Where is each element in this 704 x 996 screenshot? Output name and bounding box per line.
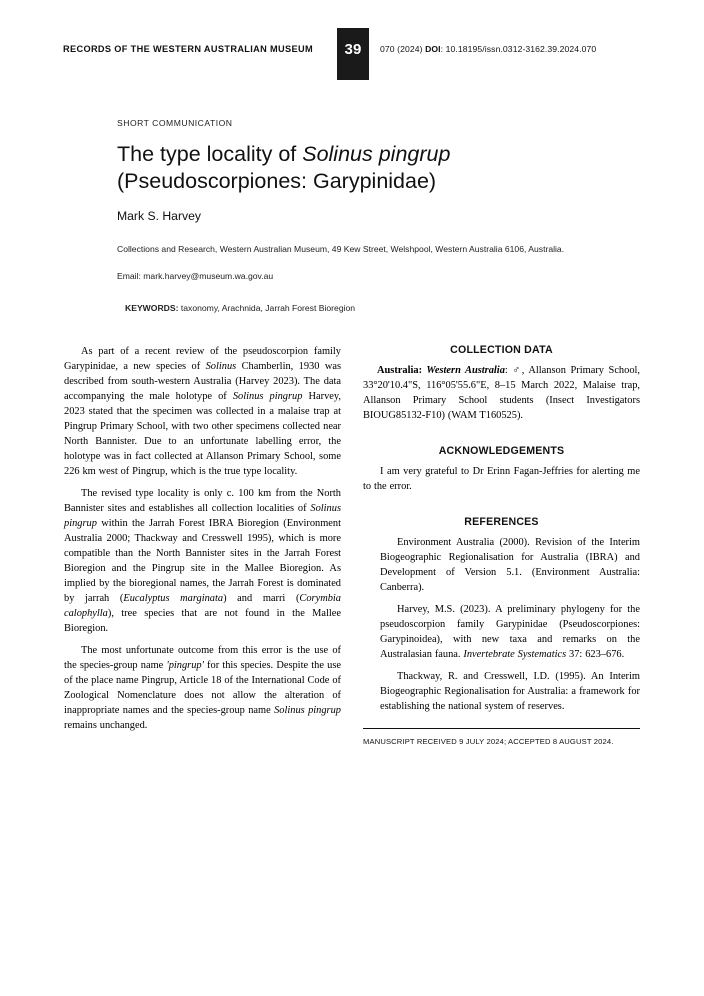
author-affiliation: Collections and Research, Western Australian Museum, 49 Kew Street, Welshpool, Western Australia 6106, Australia. — [117, 244, 565, 254]
para2-species-solinus-pingrup: Solinus pingrup — [64, 503, 341, 529]
body-paragraph-2 — [64, 486, 341, 636]
collection-details: : ♂, Allanson Primary School, 33°20'10.4"S, 116°05'55.6"E, 8–15 March 2022, Malaise trap, Allanson Primary School students (Insect Investigators BIOUG85132-F10) (WAM T160525). — [363, 365, 640, 421]
doi-label: DOI — [425, 44, 441, 54]
author-name: Mark S. Harvey — [117, 209, 201, 223]
reference-text: Harvey, M.S. (2023). A preliminary phylogeny for the pseudoscorpion family Garypinidae (Pseudoscorpiones: Garypinoidea), with new taxa and remarks on the Australasian fauna. — [380, 604, 640, 660]
para2-seg-a: The revised type locality is only c. 100 km from the North Bannister sites and establishes all collection localities of — [64, 488, 341, 514]
keywords-value: taxonomy, Arachnida, Jarrah Forest Bioregion — [178, 302, 356, 313]
column-left — [64, 344, 341, 740]
article-type-kicker: SHORT COMMUNICATION — [117, 118, 233, 128]
para2-species-corymbia: Corymbia calophylla — [64, 593, 341, 619]
title-block — [117, 118, 617, 313]
footer-divider — [363, 728, 640, 729]
author-email[interactable]: Email: mark.harvey@museum.wa.gov.au — [117, 270, 274, 281]
reference-item — [363, 669, 640, 714]
reference-text: Environment Australia (2000). Revision of the Interim Biogeographic Regionalisation for Australia (IBRA) and Development of Version 5.1. (Environment Australia: Canberra). — [380, 537, 640, 593]
reference-text: Thackway, R. and Cresswell, I.D. (1995). An Interim Biogeographic Regionalisation for Australia: a framework for establishing the national system of reserves. — [380, 671, 640, 712]
section-heading-acknowledgements: ACKNOWLEDGEMENTS — [438, 445, 565, 457]
para3-seg-c: remains unchanged. — [64, 720, 148, 731]
journal-name: RECORDS OF THE WESTERN AUSTRALIAN MUSEUM — [63, 44, 313, 54]
para1-species-solinus-pingrup: Solinus pingrup — [232, 391, 303, 402]
reference-pages: 37: 623–676. — [566, 649, 625, 660]
reference-list — [363, 535, 640, 714]
running-head — [0, 28, 704, 80]
collection-data-block — [363, 363, 640, 423]
para3-seg-b: for this species. Despite the use of the place name Pingrup, Article 18 of the International Code of Zoological Nomenclature does not allow the alteration of inappropriate names and the species-group name — [64, 660, 341, 716]
collection-data-record — [363, 363, 640, 423]
para2-seg-c: ) and marri ( — [223, 593, 300, 604]
volume-badge — [337, 28, 369, 80]
collection-country: Australia: — [377, 365, 423, 376]
doi-value[interactable]: : 10.18195/issn.0312-3162.39.2024.070 — [440, 44, 597, 54]
para3-epithet-pingrup: 'pingrup' — [166, 660, 204, 671]
para1-seg-c: Harvey, 2023 stated that the specimen was collected in a malaise trap at Pingrup Primary School, with two other specimens collected near North Bannister. Due to an unfortunate labelling error, the holotype was in fact collected at Allanson Primary School, some 226 km west of Pingrup, which is the true type locality. — [64, 391, 341, 477]
body-paragraph-3 — [64, 643, 341, 733]
para1-seg-a: As part of a recent review of the pseudoscorpion family Garypinidae, a new species of — [64, 346, 341, 372]
title-text-family: (Pseudoscorpiones: Garypinidae) — [117, 169, 437, 193]
keywords-label: KEYWORDS: — [125, 302, 179, 313]
column-right — [363, 344, 640, 746]
doi-line — [380, 44, 596, 54]
acknowledgements-text: I am very grateful to Dr Erinn Fagan-Jeffries for alerting me to the error. — [363, 466, 640, 492]
para2-species-eucalyptus: Eucalyptus marginata — [123, 593, 224, 604]
para3-species-solinus-pingrup: Solinus pingrup — [274, 705, 341, 716]
para3-seg-a: The most unfortunate outcome from this error is the use of the species-group name — [64, 645, 341, 671]
manuscript-dates: MANUSCRIPT RECEIVED 9 JULY 2024; ACCEPTED 8 AUGUST 2024. — [363, 737, 614, 746]
para2-seg-d: ), tree species that are not found in the Mallee Bioregion. — [64, 608, 341, 634]
title-species-name: Solinus pingrup — [302, 142, 451, 166]
page-title — [117, 141, 537, 195]
keywords-line — [117, 303, 617, 313]
article-number: 070 (2024) — [380, 44, 426, 54]
section-heading-references: REFERENCES — [464, 516, 539, 528]
reference-item — [363, 535, 640, 595]
reference-journal: Invertebrate Systematics — [463, 649, 567, 660]
body-paragraph-1 — [64, 344, 341, 479]
para2-seg-b: within the Jarrah Forest IBRA Bioregion (Environment Australia 2000; Thackway and Cresswell 1995), which is more compatible than the North Bannister sites in the Jarrah Forest Bioregion and the Pingrup site in the Mallee Bioregion. As implied by the bioregional names, the Jarrah Forest is dominated by jarrah ( — [64, 518, 341, 604]
collection-state: Western Australia — [422, 365, 505, 376]
para1-genus-solinus: Solinus — [205, 361, 237, 372]
volume-number: 39 — [344, 41, 362, 58]
reference-item — [363, 602, 640, 662]
section-heading-collection-data: COLLECTION DATA — [450, 344, 553, 356]
title-text-leading: The type locality of — [117, 142, 303, 166]
para1-seg-b: Chamberlin, 1930 was described from south-western Australia (Harvey 2023). The data accompanying the male holotype of — [64, 361, 341, 402]
